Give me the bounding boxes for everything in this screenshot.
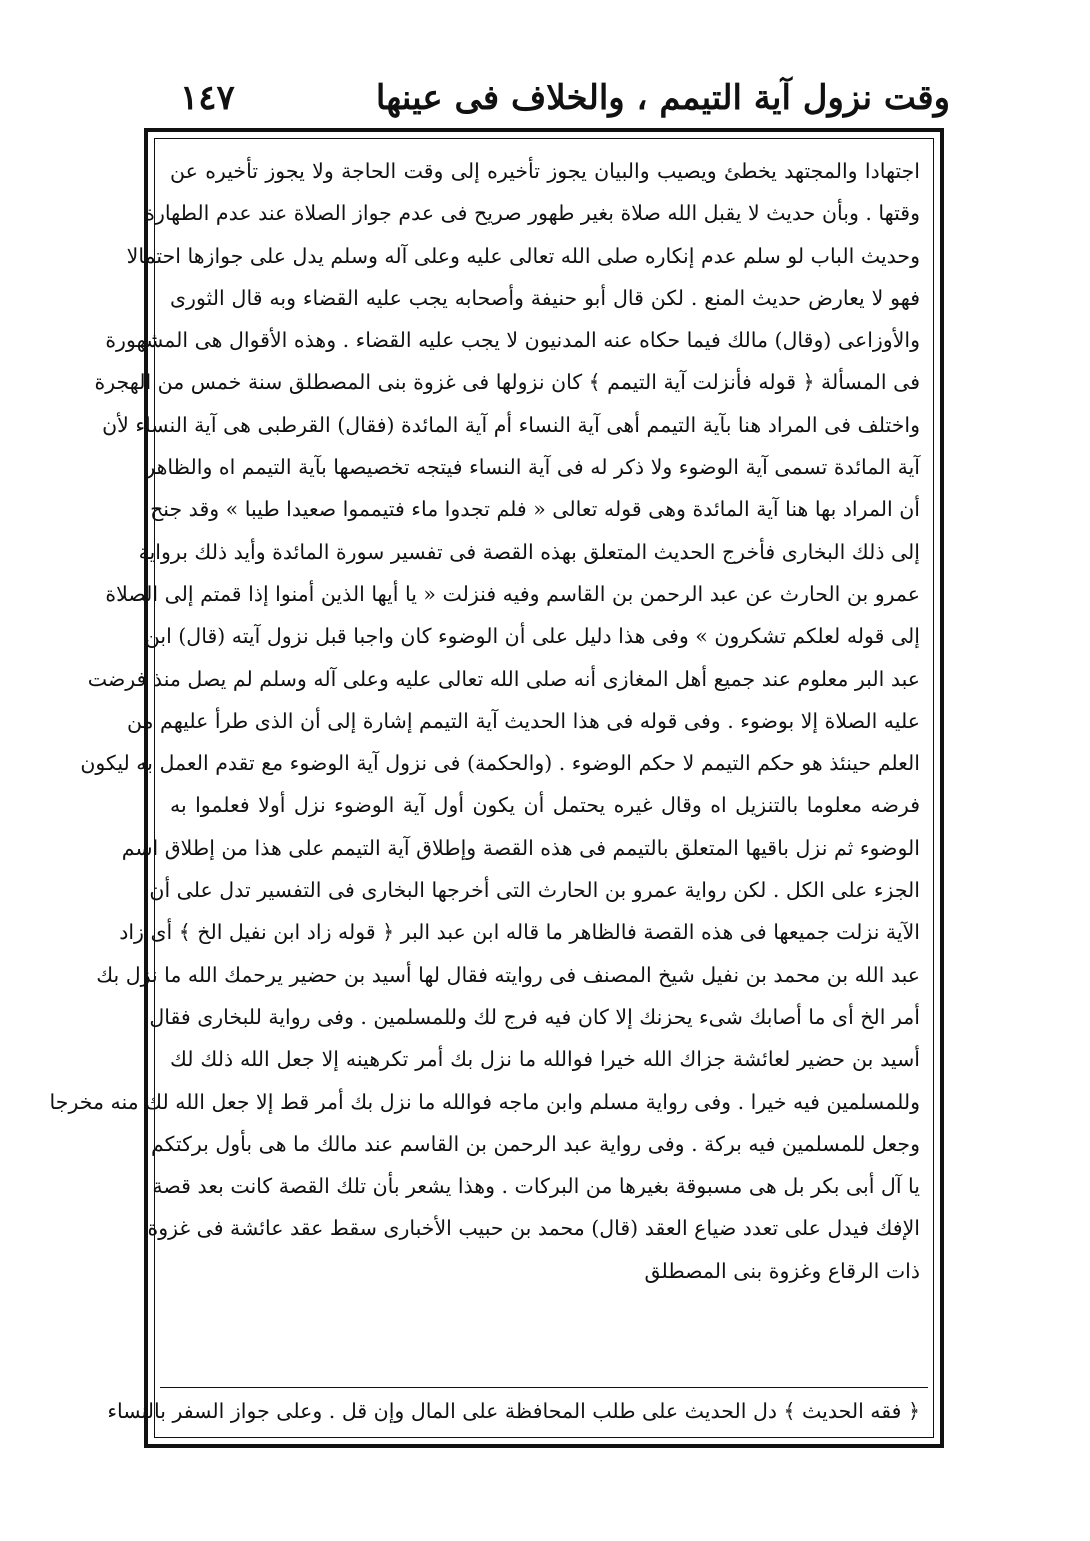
- body-line: اجتهادا والمجتهد يخطئ ويصيب والبيان يجوز تأخيره إلى وقت الحاجة ولا يجوز تأخيره عن: [170, 159, 920, 183]
- body-line: عليه الصلاة إلا بوضوء . وفى قوله فى هذا الحديث آية التيمم إشارة إلى أن الذى طرأ عليهم من: [126, 708, 920, 733]
- body-line: فهو لا يعارض حديث المنع . لكن قال أبو حنيفة وأصحابه يجب عليه القضاء وبه قال الثورى: [170, 285, 920, 310]
- body-line: يا آل أبى بكر بل هى مسبوقة بغيرها من البركات . وهذا يشعر بأن تلك القصة كانت بعد قصة: [152, 1174, 920, 1199]
- body-line: وحديث الباب لو سلم عدم إنكاره صلى الله تعالى عليه وعلى آله وسلم يدل على جوازها احتمالا: [126, 243, 920, 268]
- body-line: عمرو بن الحارث عن عبد الرحمن بن القاسم وفيه فنزلت « يا أيها الذين أمنوا إذا قمتم إلى الصلاة: [105, 581, 920, 606]
- body-line: الجزء على الكل . لكن رواية عمرو بن الحارث التى أخرجها البخارى فى التفسير تدل على أن: [149, 878, 920, 903]
- body-line: ذات الرقاع وغزوة بنى المصطلق: [644, 1258, 920, 1283]
- body-line: عبد الله بن محمد بن نفيل شيخ المصنف فى روايته فقال لها أسيد بن حضير يرحمك الله ما نزل بك: [96, 962, 920, 987]
- body-line: وللمسلمين فيه خيرا . وفى رواية مسلم وابن ماجه فوالله ما نزل بك أمر قط إلا جعل الله لك منه مخرجا: [49, 1089, 920, 1114]
- page-number: ١٤٧: [180, 78, 235, 118]
- body-line: أن المراد بها هنا آية المائدة وهى قوله تعالى « فلم تجدوا ماء فتيمموا صعيدا طيبا » وقد جنح: [150, 497, 920, 522]
- body-line: إلى ذلك البخارى فأخرج الحديث المتعلق بهذه القصة فى تفسير سورة المائدة وأيد ذلك برواية: [138, 539, 920, 564]
- body-line: إلى قوله لعلكم تشكرون » وفى هذا دليل على أن الوضوء كان واجبا قبل نزول آيته (قال) ابن: [144, 624, 920, 649]
- body-line: الآية نزلت جميعها فى هذه القصة فالظاهر ما قاله ابن عبد البر ﴿ قوله زاد ابن نفيل الخ ﴾ أى زاد: [119, 920, 920, 945]
- body-line: الوضوء ثم نزل باقيها المتعلق بالتيمم فى هذه القصة وإطلاق آية التيمم على هذا من إطلاق اسم: [121, 835, 920, 860]
- body-line: فى المسألة ﴿ قوله فأنزلت آية التيمم ﴾ كان نزولها فى غزوة بنى المصطلق سنة خمس من الهجرة: [94, 370, 920, 395]
- body-line: والأوزاعى (وقال) مالك فيما حكاه عنه المدنيون لا يجب عليه القضاء . وهذه الأقوال هى المشهورة: [105, 328, 920, 353]
- body-line: الإفك فيدل على تعدد ضياع العقد (قال) محمد بن حبيب الأخبارى سقط عقد عائشة فى غزوة: [147, 1216, 920, 1241]
- body-line: عبد البر معلوم عند جميع أهل المغازى أنه صلى الله تعالى عليه وعلى آله وسلم لم يصل منذ فرضت: [87, 666, 920, 691]
- body-line: وجعل للمسلمين فيه بركة . وفى رواية عبد الرحمن بن القاسم عند مالك ما هى بأول بركتكم: [150, 1131, 920, 1156]
- body-line: آية المائدة تسمى آية الوضوء ولا ذكر له فى آية النساء فيتجه تخصيصها بآية التيمم اه والظاهر: [145, 455, 920, 480]
- body-line: العلم حينئذ هو حكم التيمم لا حكم الوضوء . (والحكمة) فى نزول آية الوضوء مع تقدم العمل به ليكون: [80, 751, 920, 776]
- body-line: أمر الخ أى ما أصابك شىء يحزنك إلا كان فيه فرج لك وللمسلمين . وفى رواية للبخارى فقال: [149, 1004, 920, 1029]
- body-line: وقتها . وبأن حديث لا يقبل الله صلاة بغير طهور صريح فى عدم جواز الصلاة عند عدم الطهارة: [144, 201, 920, 226]
- commentary-body: [49, 150, 920, 1292]
- body-line: فرضه معلوما بالتنزيل اه وقال غيره يحتمل أن يكون أول آية الوضوء نزل أولا فعلموا به: [170, 793, 920, 818]
- body-line: أسيد بن حضير لعائشة جزاك الله خيرا فوالله ما نزل بك أمر تكرهينه إلا جعل الله ذلك لك: [170, 1047, 920, 1072]
- section-divider-rule: [160, 1387, 928, 1388]
- fiqh-section-line: ﴿ فقه الحديث ﴾ دل الحديث على طلب المحافظة على المال وإن قل . وعلى جواز السفر بالنساء: [107, 1399, 920, 1423]
- body-line: واختلف فى المراد هنا بآية التيمم أهى آية النساء أم آية المائدة (فقال) القرطبى هى آية النساء لأن: [102, 412, 920, 437]
- running-title: وقت نزول آية التيمم ، والخلاف فى عينها: [375, 78, 950, 118]
